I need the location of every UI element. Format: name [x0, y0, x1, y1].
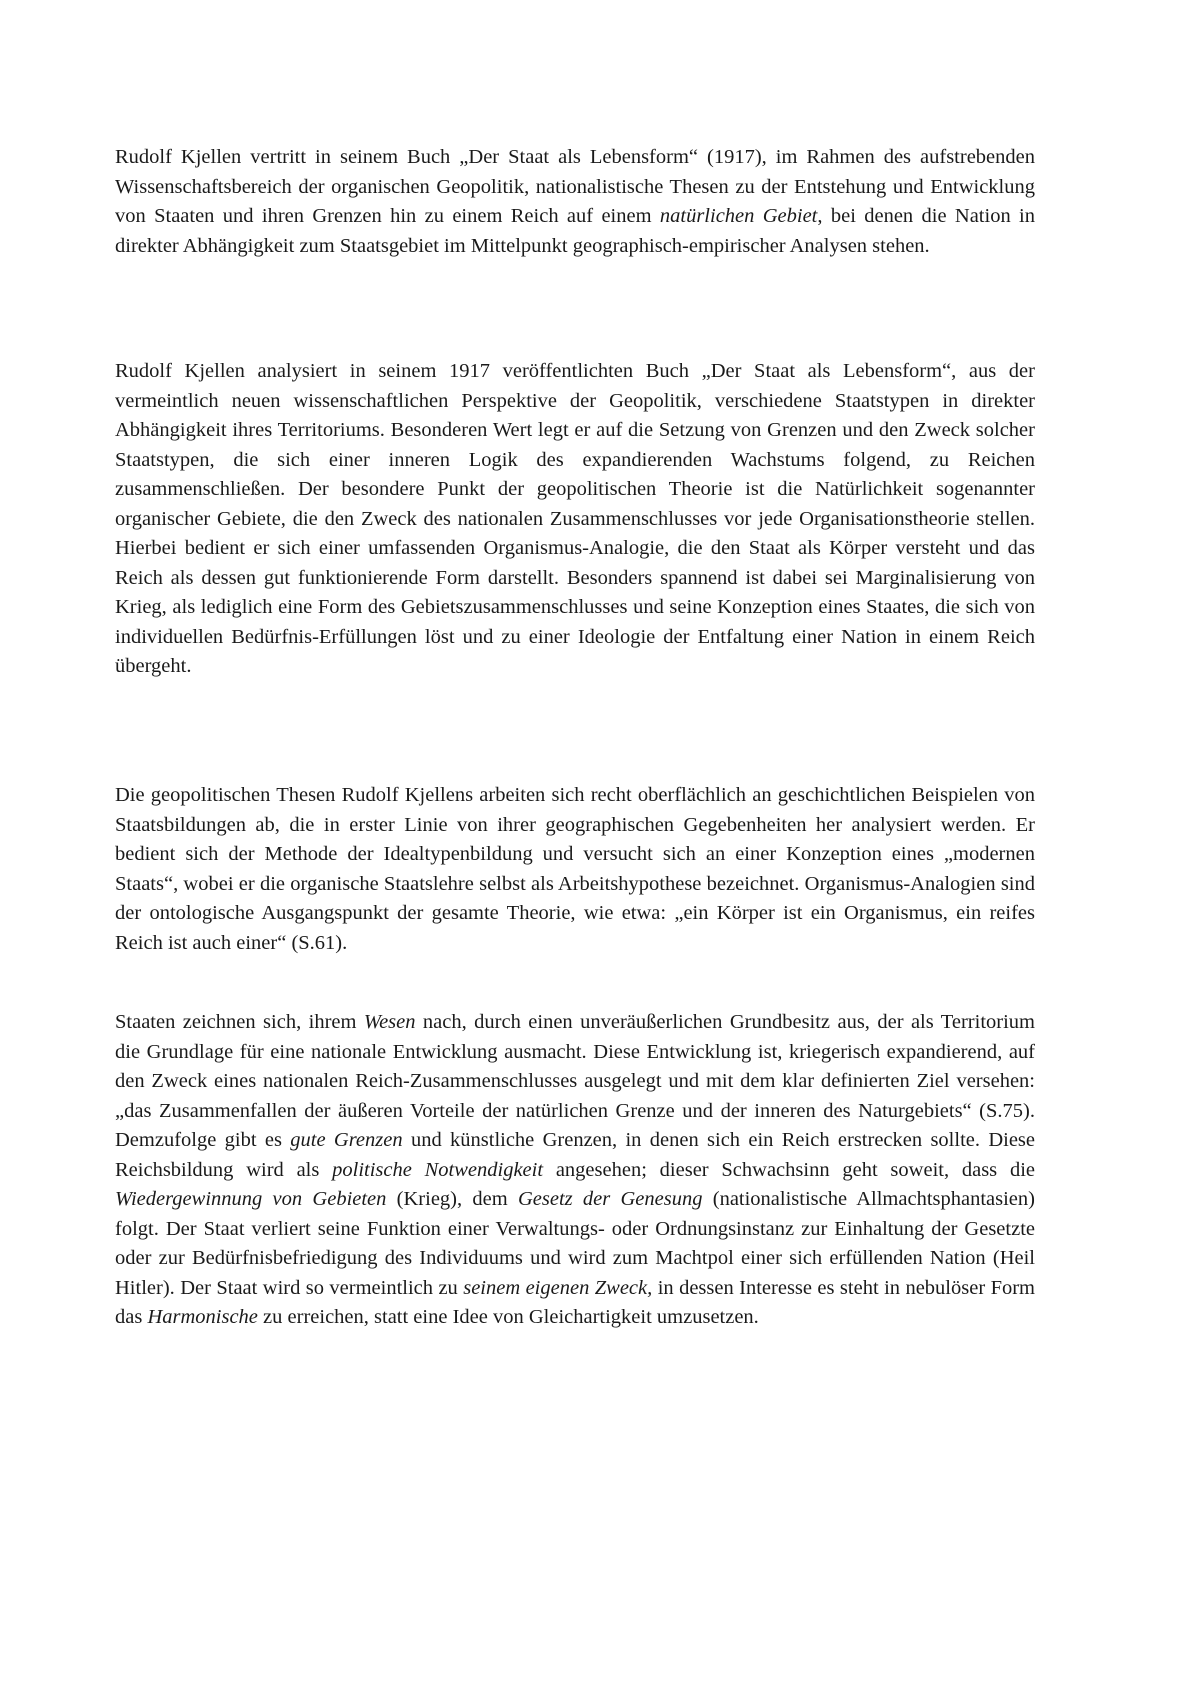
text-run: (nationalistische Allmachtsphantasien) folgt. Der Staat verliert seine Funktion einer Verwaltungs- oder Ordnungsinstanz zur Einhaltung der Gesetzte oder zur Bedürfnisbefriedigung des Individuums und wird zum Machtpol einer sich erfüllenden Nation (Heil Hitler). Der Staat wird so vermeintlich zu: [115, 1188, 1035, 1299]
text-run: nach, durch einen unveräußerlichen Grundbesitz aus, der als Territorium die Grundlage für eine nationale Entwicklung ausmacht. Diese Entwicklung ist, kriegerisch expandierend, auf den Zweck eines nationalen Reich-Zusammenschlusses ausgelegt und mit dem klar definierten Ziel versehen: „das Zusammenfallen der äußeren Vorteile der natürlichen Grenze und der inneren des Naturgebiets“ (S.75). Demzufolge gibt es: [115, 1011, 1035, 1151]
text-run: zu erreichen, statt eine Idee von Gleichartigkeit umzusetzen.: [257, 1306, 759, 1328]
italic-phrase: Gesetz der Genesung: [517, 1188, 703, 1210]
text-run: Rudolf Kjellen analysiert in seinem 1917 veröffentlichten Buch „Der Staat als Lebensform“, aus der vermeintlich neuen wissenschaftlichen Perspektive der Geopolitik, verschiedene Staatstypen in direkter Abhängigkeit ihres Territoriums. Besonderen Wert legt er auf die Setzung von Grenzen und den Zweck solcher Staatstypen, die sich einer inneren Logik des expandierenden Wachstums folgend, zu Reichen zusammenschließen. Der besondere Punkt der geopolitischen Theorie ist die Natürlichkeit sogenannter organischer Gebiete, die den Zweck des nationalen Zusammenschlusses vor jede Organisationstheorie stellen. Hierbei bedient er sich einer umfassenden Organismus-Analogie, die den Staat als Körper versteht und das Reich als dessen gut funktionierende Form darstellt. Besonders spannend ist dabei sei Marginalisierung von Krieg, als lediglich eine Form des Gebietszusammenschlusses und seine Konzeption eines Staates, die sich von individuellen Bedürfnis-Erfüllungen löst und zu einer Ideologie der Entfaltung einer Nation in einem Reich übergeht.: [115, 360, 1035, 677]
paragraph-1: [115, 143, 1035, 261]
text-run: (Krieg), dem: [386, 1188, 518, 1210]
paragraph-3: [115, 781, 1035, 958]
text-run: und künstliche Grenzen, in denen sich ein Reich erstrecken sollte. Diese Reichsbildung wird als: [115, 1129, 1035, 1181]
text-run: Staaten zeichnen sich, ihrem: [115, 1011, 364, 1033]
italic-phrase: politische Notwendigkeit: [332, 1158, 544, 1181]
italic-phrase: Wiedergewinnung von Gebieten: [115, 1188, 387, 1210]
paragraph-4: [115, 1008, 1035, 1333]
text-run: Die geopolitischen Thesen Rudolf Kjellens arbeiten sich recht oberflächlich an geschichtlichen Beispielen von Staatsbildungen ab, die in erster Linie von ihrer geographischen Gegebenheiten her analysiert werden. Er bedient sich der Methode der Idealtypenbildung und versucht sich an einer Konzeption eines „modernen Staats“, wobei er die organische Staatslehre selbst als Arbeitshypothese bezeichnet. Organismus-Analogien sind der ontologische Ausgangspunkt der gesamte Theorie, wie etwa: „ein Körper ist ein Organismus, ein reifes Reich ist auch einer“ (S.61).: [115, 784, 1035, 954]
text-run: in dessen Interesse es steht in nebulöser Form das: [115, 1276, 1035, 1328]
text-run: Rudolf Kjellen vertritt in seinem Buch „Der Staat als Lebensform“ (1917), im Rahmen des aufstrebenden Wissenschaftsbereich der organischen Geopolitik, nationalistische Thesen zu der Entstehung und Entwicklung von Staaten und ihren Grenzen hin zu einem Reich auf einem: [115, 146, 1035, 227]
italic-phrase: Wesen: [363, 1011, 416, 1033]
paragraph-2: [115, 357, 1035, 682]
italic-phrase: natürlichen Gebiet: [659, 205, 818, 227]
italic-phrase: gute Grenzen: [290, 1129, 403, 1151]
italic-phrase: seinem eigenen Zweck,: [463, 1276, 653, 1299]
italic-phrase: Harmonische: [147, 1306, 258, 1328]
text-run: angesehen; dieser Schwachsinn geht soweit, dass die: [543, 1158, 1035, 1181]
text-run: , bei denen die Nation in direkter Abhängigkeit zum Staatsgebiet im Mittelpunkt geographisch-empirischer Analysen stehen.: [115, 205, 1035, 257]
